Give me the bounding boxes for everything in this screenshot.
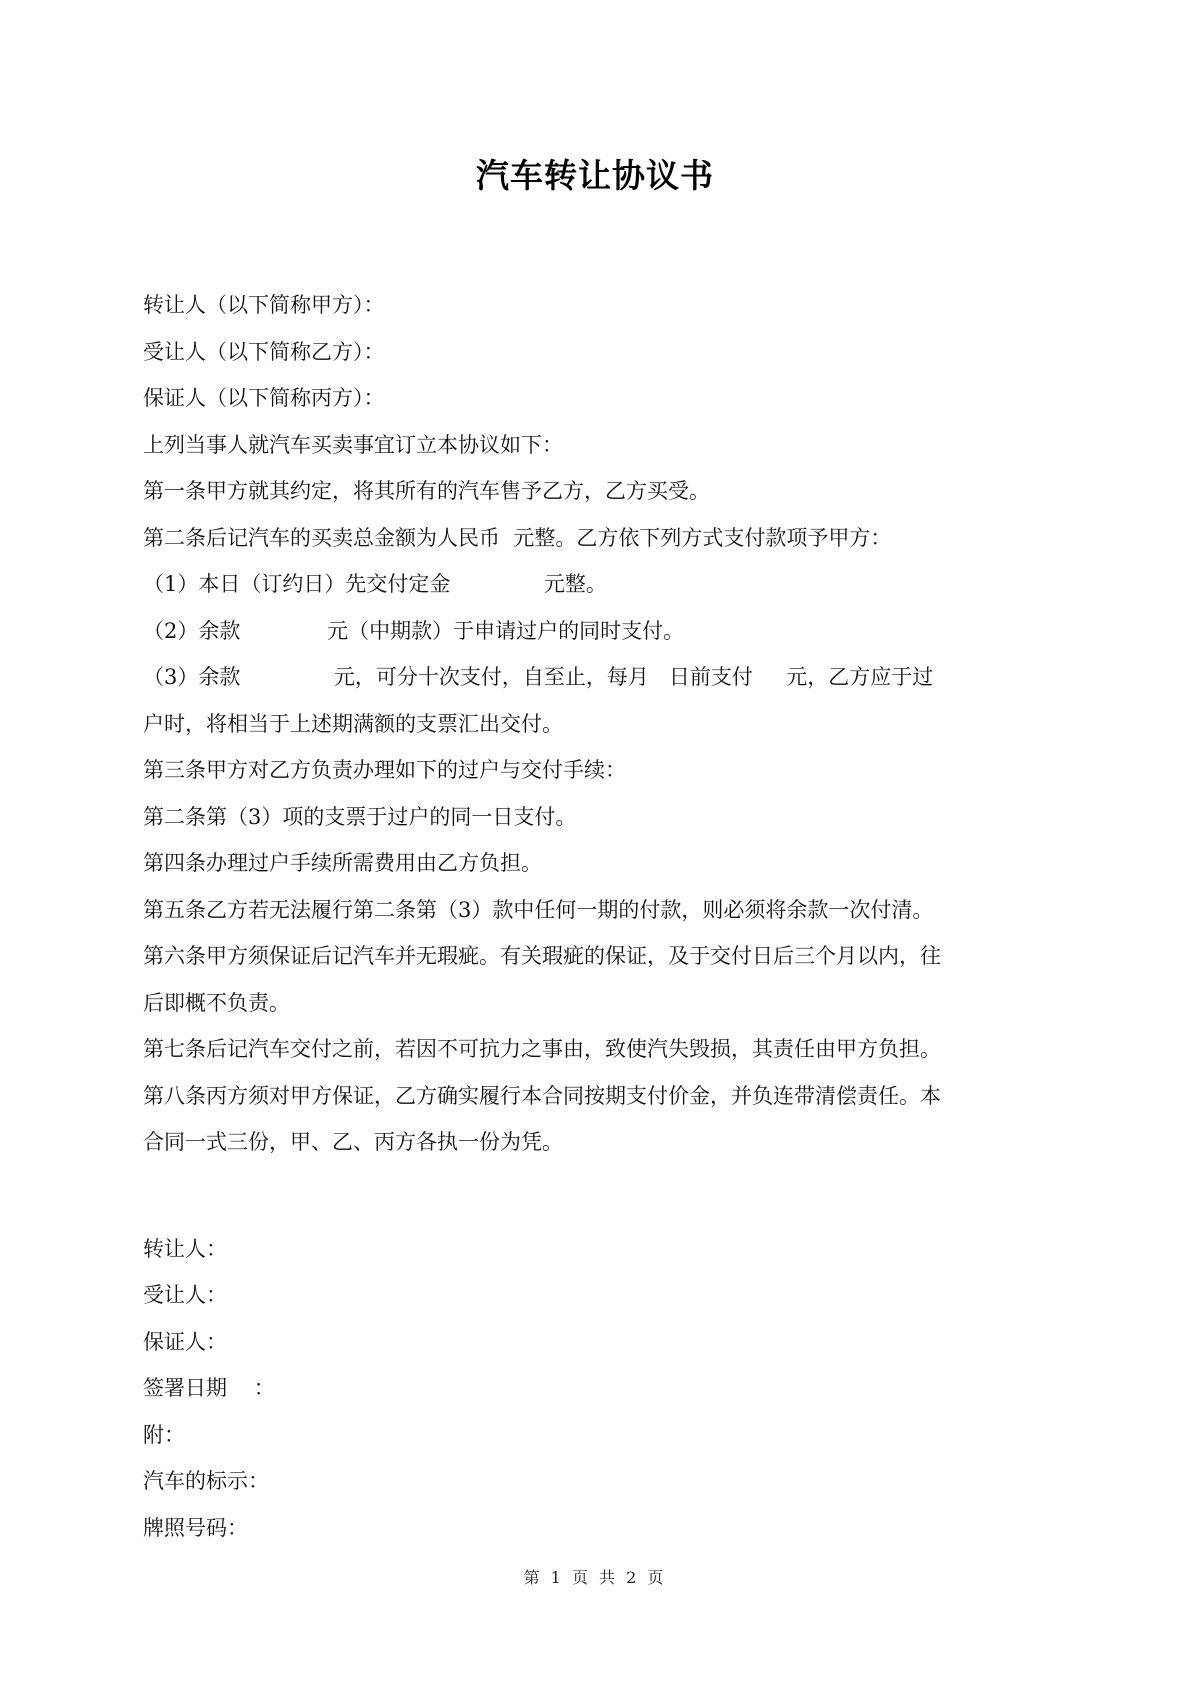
clause-line: 后即概不负责。 [143,990,290,1015]
appendix-label: 附： [143,1422,185,1447]
page-number-footer: 第 1 页 共 2 页 [523,1568,667,1587]
clause-line: 上列当事人就汽车买卖事宜订立本协议如下： [143,432,563,457]
document-title: 汽车转让协议书 [476,156,714,195]
clause-line: 第一条甲方就其约定，将其所有的汽车售予乙方，乙方买受。 [143,479,710,503]
clause-line: 第六条甲方须保证后记汽车并无瑕疵。有关瑕疵的保证，及于交付日后三个月以内，往 [143,944,941,968]
party-transferee: 受让人（以下简称乙方）： [143,339,385,364]
signature-transferor: 转让人： [143,1236,227,1261]
clause-line: 第八条丙方须对甲方保证，乙方确实履行本合同按期支付价金，并负连带清偿责任。本 [143,1083,941,1108]
signing-date: 签署日期 ： [143,1376,275,1400]
clause-line: 第二条后记汽车的买卖总金额为人民币 元整。乙方依下列方式支付款项予甲方： [143,525,892,550]
signature-transferee: 受让人： [143,1283,227,1307]
signature-guarantor: 保证人： [143,1329,227,1354]
clause-line: 合同一式三份，甲、乙、丙方各执一份为凭。 [143,1130,563,1154]
clause-line: 第七条后记汽车交付之前，若因不可抗力之事由，致使汽失毁损，其责任由甲方负担。 [143,1037,941,1061]
license-plate-number: 牌照号码： [143,1515,248,1540]
party-guarantor: 保证人（以下简称丙方）： [143,386,385,410]
clause-line: （1）本日（订约日）先交付定金 元整。 [143,572,607,596]
party-transferor: 转让人（以下简称甲方）： [143,293,385,317]
vehicle-identification: 汽车的标示： [143,1469,269,1493]
spacer [143,1166,1063,1226]
clause-line: 第二条第（3）项的支票于过户的同一日支付。 [143,804,577,829]
clause-line: （3）余款 元，可分十次支付，自至止，每月 日前支付 元，乙方应于过 [143,665,934,689]
clause-line: 第五条乙方若无法履行第二条第（3）款中任何一期的付款，则必须将余款一次付清。 [143,897,934,922]
document-body [143,282,1063,1551]
clause-line: 户时，将相当于上述期满额的支票汇出交付。 [143,711,563,736]
clause-line: （2）余款 元（中期款）于申请过户的同时支付。 [143,618,685,643]
clause-line: 第三条甲方对乙方负责办理如下的过户与交付手续： [143,758,626,782]
clause-line: 第四条办理过户手续所需费用由乙方负担。 [143,851,542,875]
